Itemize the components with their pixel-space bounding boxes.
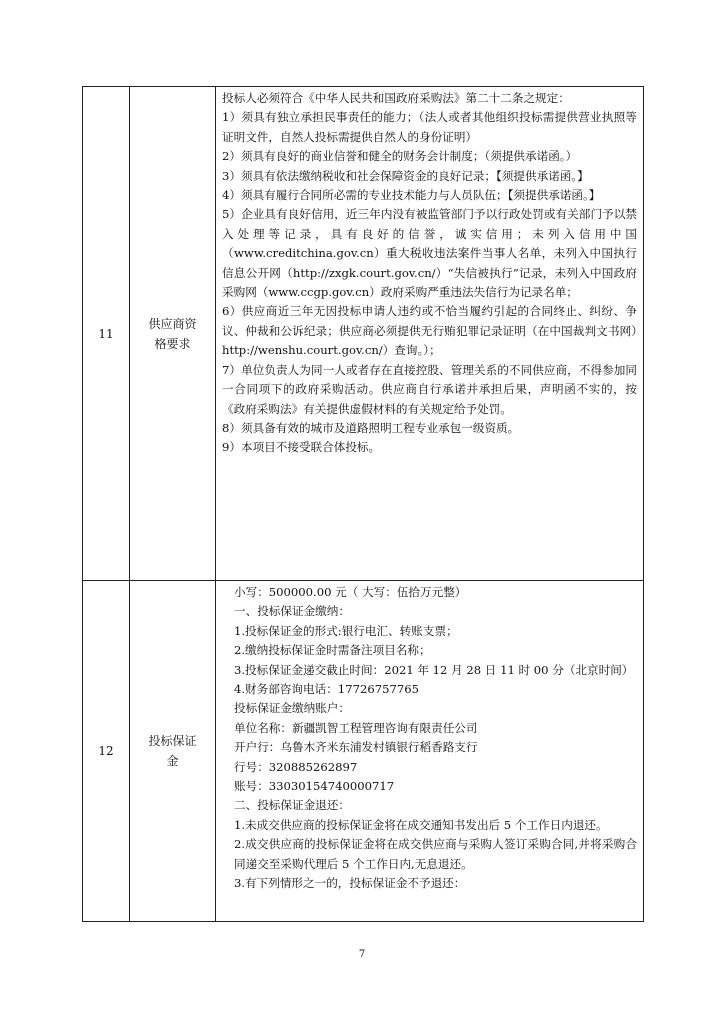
row-number: 12 (83, 581, 130, 921)
table-row-11 (83, 87, 643, 580)
table-row-12 (83, 580, 643, 921)
content-line: 8）须具备有效的城市及道路照明工程专业承包一级资质。 (222, 420, 520, 435)
content-line: 账号：33030154740000717 (234, 779, 395, 794)
content-line: 2.成交供应商的投标保证金将在成交供应商与采购人签订采购合同,并将采购合同递交至采购代理后 5 个工作日内,无息退还。 (234, 837, 637, 871)
content-line: 小写：500000.00 元（ 大写：伍拾万元整） (234, 585, 467, 599)
content-line: 6）供应商近三年无因投标申请人违约或不恰当履约引起的合同终止、纠纷、争议、仲裁和公诉纪录；供应商必须提供无行贿犯罪记录证明（在中国裁判文书网）http://wenshu.court.gov.cn/）查询。）； (222, 304, 637, 358)
item-content (216, 581, 643, 921)
content-line: 1.投标保证金的形式:银行电汇、转账支票； (234, 623, 458, 638)
content-line: 1.未成交供应商的投标保证金将在成交通知书发出后 5 个工作日内退还。 (234, 817, 608, 832)
content-line: 投标保证金缴纳账户： (234, 701, 350, 716)
content-line: 开户行：乌鲁木齐米东浦发村镇银行稻香路支行 (234, 740, 478, 755)
content-line: 一、投标保证金缴纳： (234, 604, 350, 619)
item-content (216, 87, 643, 580)
item-name: 投标保证金 (130, 581, 216, 921)
content-line: 投标人必须符合《中华人民共和国政府采购法》第二十二条之规定： (222, 91, 570, 105)
content-line: 行号：320885262897 (234, 759, 358, 774)
content-line: 1）须具有独立承担民事责任的能力；（法人或者其他组织投标需提供营业执照等证明文件，自然人投标需提供自然人的身份证明） (222, 110, 637, 144)
content-line: 2）须具有良好的商业信誉和健全的财务会计制度；（须提供承诺函。） (222, 149, 578, 164)
item-name: 供应商资格要求 (130, 87, 216, 580)
content-line: 4.财务部咨询电话：17726757765 (234, 682, 419, 697)
content-line: 5）企业具有良好信用，近三年内没有被监管部门予以行政处罚或有关部门予以禁入处理等记录，具有良好的信誉，诚实信用；未列入信用中国（www.creditchina.gov.cn）重大税收违法案件当事人名单，未列入中国执行信息公开网（http://zxgk.court.gov.cn/）“失信被执行”记录，未列入中国政府采购网（www.ccgp.gov.cn）政府采购严重违法失信行为记录名单； (222, 207, 637, 300)
content-line: 7）单位负责人为同一人或者存在直接控股、管理关系的不同供应商，不得参加同一合同项下的政府采购活动。供应商自行承诺并承担后果，声明函不实的，按《政府采购法》有关提供虚假材料的有关规定给予处罚。 (222, 362, 637, 416)
content-line: 单位名称：新疆凯智工程管理咨询有限责任公司 (234, 720, 478, 735)
content-line: 二、投标保证金退还： (234, 798, 350, 813)
content-line: 9）本项目不接受联合体投标。 (222, 440, 381, 455)
content-line: 3.投标保证金递交截止时间：2021 年 12 月 28 日 11 时 00 分（北京时间） (234, 662, 634, 677)
content-line: 4）须具有履行合同所必需的专业技术能力与人员队伍；【须提供承诺函。】 (222, 188, 601, 203)
content-line: 2.缴纳投标保证金时需备注项目名称； (234, 643, 431, 658)
page-number: 7 (358, 949, 366, 960)
row-number: 11 (83, 87, 130, 580)
content-line: 3）须具有依法缴纳税收和社会保障资金的良好记录；【须提供承诺函。】 (222, 168, 589, 183)
content-line: 3.有下列情形之一的，投标保证金不予退还： (234, 876, 466, 891)
requirements-table (82, 86, 644, 922)
